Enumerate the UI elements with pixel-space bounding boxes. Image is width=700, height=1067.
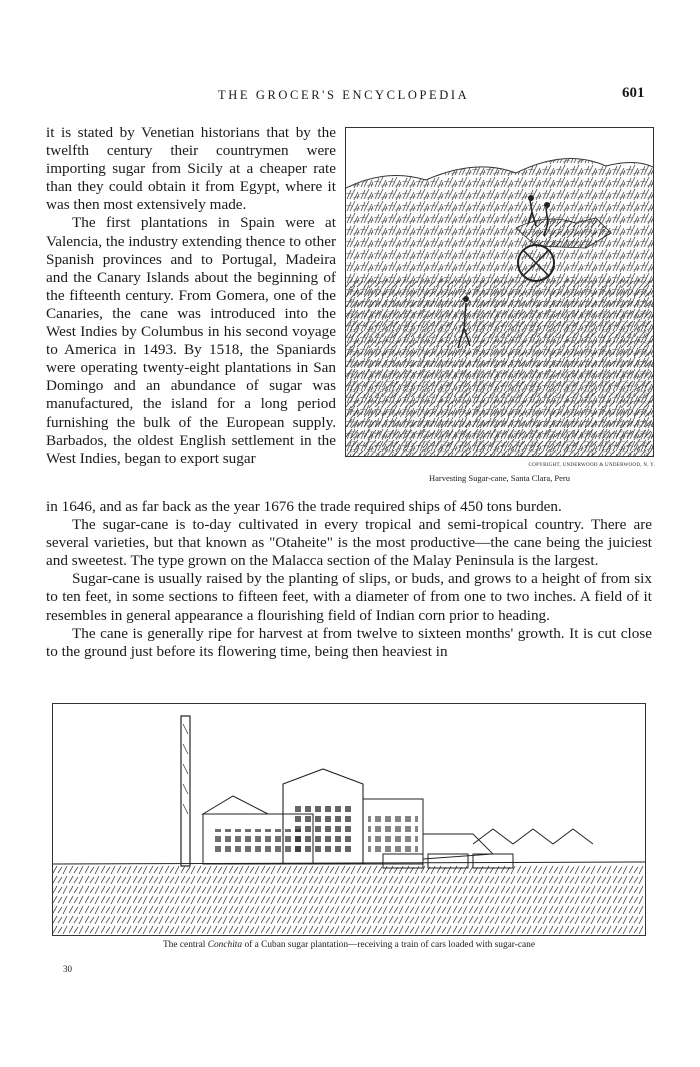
running-title: THE GROCER'S ENCYCLOPEDIA <box>218 88 470 102</box>
page-number: 601 <box>622 85 645 101</box>
wide-paragraph: The sugar-cane is to-day cultivated in every tropical and semi-tropical country. There are several varieties, but that known as "Otaheite" is the most productive—the cane being the juiciest and sweetest. The type grown on the Malacca section of the Malay Peninsula is the largest. <box>46 516 652 570</box>
sugar-mill-engraving <box>53 704 646 936</box>
wide-paragraph: The cane is generally ripe for harvest at from twelve to sixteen months' growth. It is cut close to the ground just before its flowering time, being then heaviest in <box>46 624 652 660</box>
photo-credit: COPYRIGHT, UNDERWOOD & UNDERWOOD, N. Y. <box>528 463 655 468</box>
signature-mark: 30 <box>63 964 72 974</box>
narrow-paragraph: it is stated by Venetian historians that by the twelfth century their countrymen were importing sugar from Sicily at a cheaper rate than they could obtain it from Egypt, where it was then most extensively made. <box>46 124 336 214</box>
wide-paragraph: Sugar-cane is usually raised by the planting of slips, or buds, and grows to a height of from six to ten feet, in some sections to fifteen feet, with a diameter of from one to two inches. A field of it resembles in general appearance a flourishing field of Indian corn prior to heading. <box>46 570 652 624</box>
harvesting-engraving <box>346 128 654 457</box>
wide-paragraph: in 1646, and as far back as the year 1676 the trade required ships of 450 tons burden. <box>46 498 562 515</box>
caption-plantation-name: Conchita <box>207 940 243 950</box>
wide-text-block <box>46 498 652 661</box>
harvesting-illustration <box>345 127 654 457</box>
figure-caption: The central Conchita of a Cuban sugar plantation—receiving a train of cars loaded with sugar-cane <box>162 940 536 950</box>
figure-caption: Harvesting Sugar-cane, Santa Clara, Peru <box>429 473 570 483</box>
narrow-paragraph: The first plantations in Spain were at Valencia, the industry extending thence to other Spanish provinces and to Portugal, Madeira and the Canary Islands about the beginning of the fifteenth century. From Gomera, one of the Canaries, the cane was introduced into the West Indies by Columbus in his second voyage to America in 1493. By 1518, the Spaniards were operating twenty-eight plantations in San Domingo and an abundance of sugar was manufactured, the island for a long period furnishing the bulk of the European supply. Barbados, the oldest English settlement in the West Indies, began to export sugar <box>46 214 336 467</box>
page-header <box>0 85 700 108</box>
narrow-column <box>46 124 336 468</box>
sugar-mill-illustration <box>52 703 646 936</box>
